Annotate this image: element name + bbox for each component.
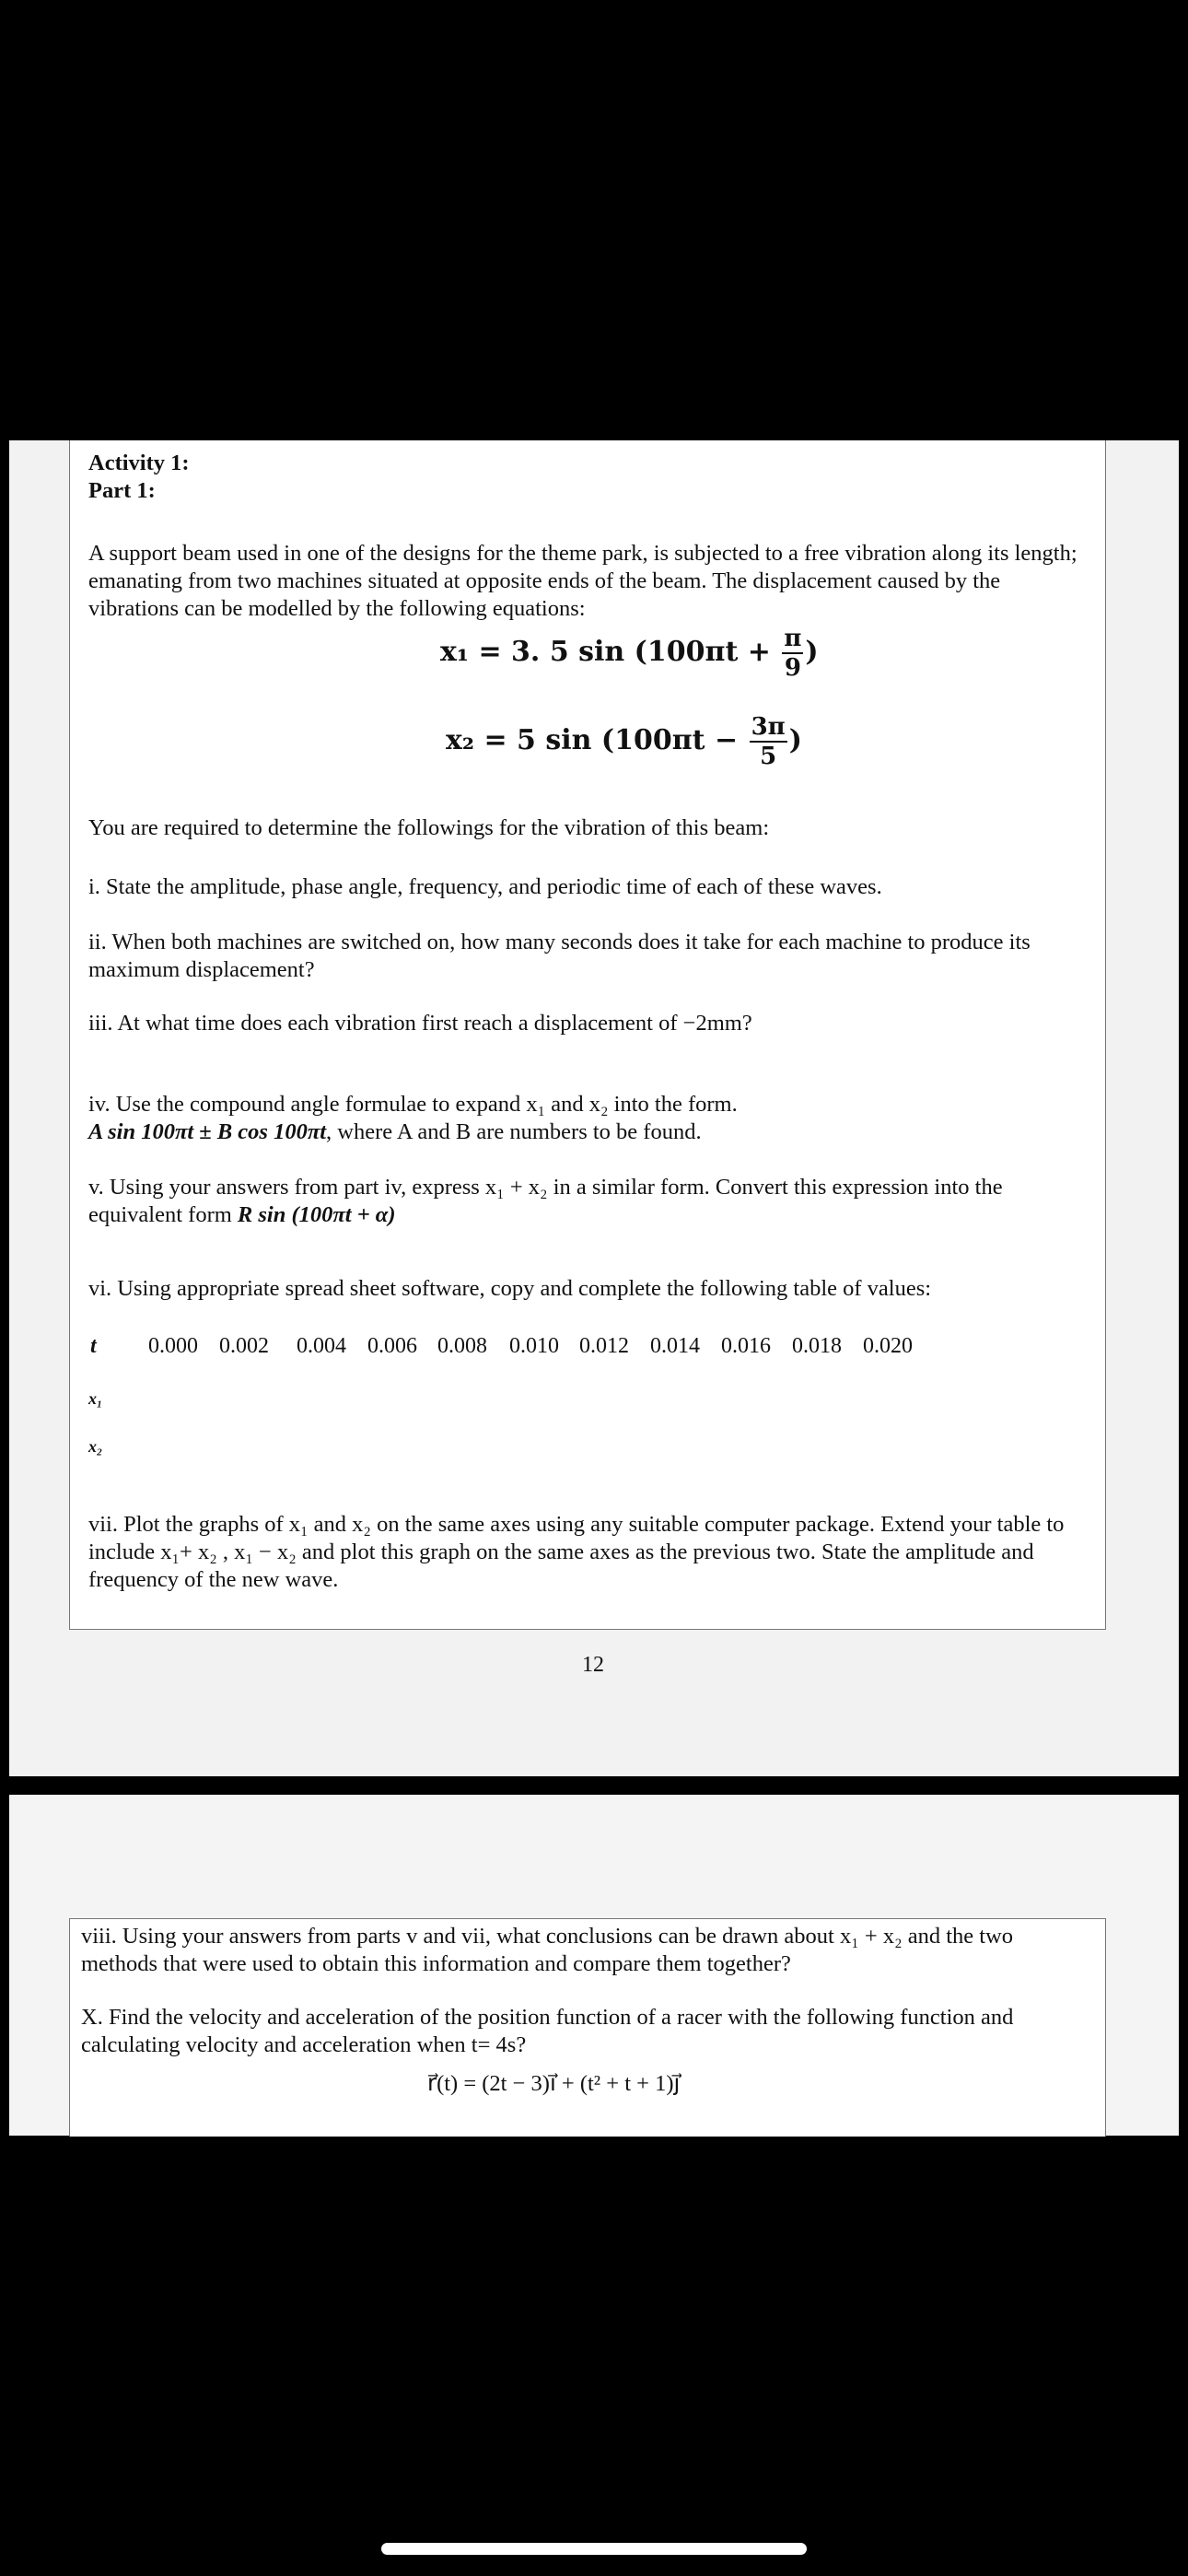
position-function: r⃗(t) = (2t − 3)i⃗ + (t² + t + 1)j⃗	[427, 2071, 681, 2096]
question-x: X. Find the velocity and acceleration of the position function of a racer with the following function and calculating velocity and acceleration when t= 4s?	[81, 2005, 1014, 2057]
table-t-value: 0.008	[437, 1334, 487, 1358]
intro-paragraph: A support beam used in one of the designs for the theme park, is subjected to a free vibration along its length; emanating from two machines situated at opposite ends of the beam. The displacement caused by the vibrations can be modelled by the following equations:	[88, 541, 1077, 621]
table-row-label-x2: x₂	[88, 1437, 103, 1456]
home-indicator[interactable]	[381, 2543, 807, 2555]
document-page-2	[9, 1795, 1179, 2136]
equation-x2-numerator: 3π	[751, 713, 786, 741]
question-v-line2	[88, 1201, 1083, 1229]
question-vi: vi. Using appropriate spread sheet software, copy and complete the following table of values:	[88, 1276, 932, 1301]
equation-x1-denominator: 9	[784, 654, 801, 682]
table-t-value: 0.016	[721, 1334, 771, 1358]
question-v-line1: v. Using your answers from part iv, express x₁ + x₂ in a similar form. Convert this expression into the	[88, 1175, 1003, 1200]
equation-x2	[446, 713, 802, 770]
table-t-value: 0.014	[650, 1334, 700, 1358]
equation-x2-close: )	[788, 724, 802, 756]
activity-frame	[69, 440, 1106, 1630]
table-t-value: 0.010	[509, 1334, 559, 1358]
table-t-value: 0.012	[579, 1334, 629, 1358]
equation-x1-fraction	[782, 625, 803, 682]
table-t-value: 0.004	[297, 1334, 346, 1358]
table-t-value: 0.020	[863, 1334, 913, 1358]
equation-x2-denominator: 5	[760, 743, 777, 770]
question-ii: ii. When both machines are switched on, how many seconds does it take for each machine to produce its maximum displacement?	[88, 930, 1031, 982]
question-vii: vii. Plot the graphs of x₁ and x₂ on the same axes using any suitable computer package. Extend your table to include x₁+ x₂ , x₁ − x₂ and plot this graph on the same axes as the previous two. State the amplitude and frequency of the new wave.	[88, 1512, 1065, 1592]
activity-title: Activity 1:	[88, 451, 190, 475]
question-v-lead: equivalent form	[88, 1202, 238, 1227]
table-t-value: 0.018	[792, 1334, 842, 1358]
equation-x1-close: )	[805, 636, 819, 668]
question-v-form: R sin (100πt + α)	[237, 1202, 396, 1227]
table-row-label-x1: x₁	[88, 1389, 103, 1408]
question-iii: iii. At what time does each vibration first reach a displacement of −2mm?	[88, 1011, 752, 1036]
document-page-1	[9, 440, 1179, 1776]
question-iv-form: A sin 100πt ± B cos 100πt	[88, 1119, 327, 1144]
question-iv-line2	[88, 1118, 1083, 1146]
table-t-value: 0.000	[148, 1334, 198, 1358]
equation-x1-lhs: x₁ = 3. 5 sin (100πt +	[440, 636, 771, 668]
table-row-label-t: t	[90, 1334, 97, 1358]
question-viii: viii. Using your answers from parts v and vii, what conclusions can be drawn about x₁ + x₂ and the two methods that were used to obtain this information and compare them together?	[81, 1924, 1014, 1976]
page-number: 12	[582, 1653, 604, 1677]
table-t-value: 0.006	[367, 1334, 417, 1358]
continuation-frame	[69, 1918, 1106, 2137]
part-title: Part 1:	[88, 478, 156, 503]
required-statement: You are required to determine the followings for the vibration of this beam:	[88, 815, 770, 840]
question-i: i. State the amplitude, phase angle, frequency, and periodic time of each of these waves.	[88, 874, 882, 899]
equation-x2-fraction	[750, 713, 787, 770]
question-iv-line1: iv. Use the compound angle formulae to expand x₁ and x₂ into the form.	[88, 1092, 738, 1117]
question-iv-tail: , where A and B are numbers to be found.	[326, 1119, 702, 1144]
equation-x1	[440, 625, 819, 682]
equation-x2-lhs: x₂ = 5 sin (100πt −	[446, 724, 739, 756]
equation-x1-numerator: π	[784, 625, 802, 652]
table-t-value: 0.002	[219, 1334, 269, 1358]
